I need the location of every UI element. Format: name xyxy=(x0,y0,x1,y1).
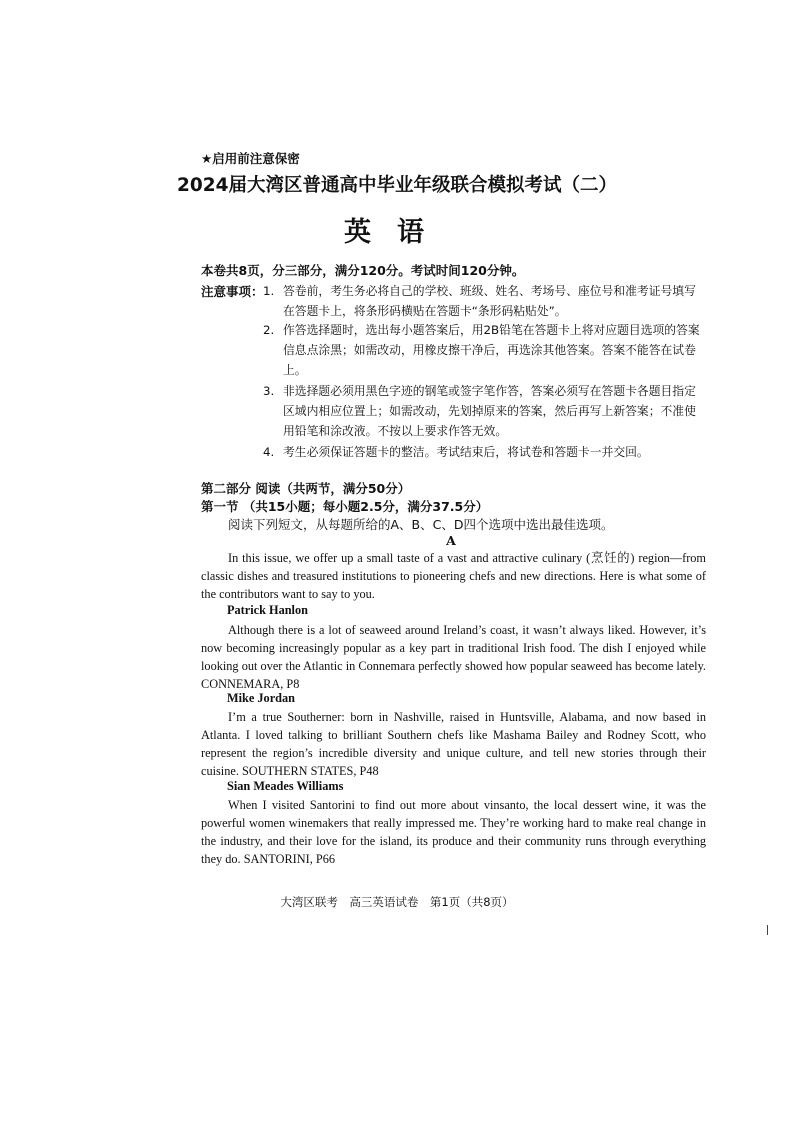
note-item-4 xyxy=(263,442,706,462)
scan-mark xyxy=(767,925,768,935)
confidential-notice: ★启用前注意保密 xyxy=(201,151,300,166)
subject-title: 英语 xyxy=(344,217,450,248)
contributor-name: Sian Meades Williams xyxy=(227,779,344,793)
passage-label: A xyxy=(446,533,456,548)
part-heading: 第二部分 阅读（共两节，满分50分） xyxy=(201,481,411,496)
page-footer: 大湾区联考 高三英语试卷 第1页（共8页） xyxy=(280,895,514,909)
contributor-name: Patrick Hanlon xyxy=(227,603,308,617)
note-number: 1. xyxy=(263,284,275,298)
note-text: 作答选择题时，选出每小题答案后，用2B铅笔在答题卡上将对应题目选项的答案信息点涂黑；如需改动，用橡皮擦干净后，再选涂其他答案。答案不能答在试卷上。 xyxy=(283,323,700,377)
note-number: 3. xyxy=(263,384,275,398)
exam-title: 2024届大湾区普通高中毕业年级联合模拟考试（二） xyxy=(177,175,617,196)
section-heading: 第一节 （共15小题；每小题2.5分，满分37.5分） xyxy=(201,499,489,514)
note-item-1 xyxy=(263,281,706,321)
note-text: 考生必须保证答题卡的整洁。考试结束后，将试卷和答题卡一并交回。 xyxy=(283,445,649,459)
passage-intro: In this issue, we offer up a small taste of a vast and attractive culinary (烹饪的) region—from classic dishes and treasured institutions to pioneering chefs and new directions. Here is what some of the contributors want to say to you. xyxy=(201,551,706,601)
contributor-name: Mike Jordan xyxy=(227,691,295,705)
exam-info: 本卷共8页，分三部分，满分120分。考试时间120分钟。 xyxy=(201,263,525,278)
note-text: 答卷前，考生务必将自己的学校、班级、姓名、考场号、座位号和准考证号填写在答题卡上，将条形码横贴在答题卡“条形码粘贴处”。 xyxy=(283,284,696,318)
note-item-2 xyxy=(263,320,706,380)
section-instruction: 阅读下列短文，从每题所给的A、B、C、D四个选项中选出最佳选项。 xyxy=(228,517,614,532)
contributor-text: When I visited Santorini to find out more about vinsanto, the local dessert wine, it was the powerful women winemakers that really impressed me. They’re working hard to make real change in the industry, and their love for the island, its produce and their community runs through everything they do. SANTORINI, P66 xyxy=(201,798,706,866)
contributor-text: Although there is a lot of seaweed around Ireland’s coast, it wasn’t always liked. However, it’s now becoming increasingly popular as a key part in traditional Irish food. The dish I enjoyed while looking out over the Atlantic in Connemara perfectly showed how popular seaweed has become lately. CONNEMARA, P8 xyxy=(201,623,706,691)
note-number: 2. xyxy=(263,323,275,337)
note-text: 非选择题必须用黑色字迹的钢笔或签字笔作答，答案必须写在答题卡各题目指定区域内相应位置上；如需改动，先划掉原来的答案，然后再写上新答案；不准使用铅笔和涂改液。不按以上要求作答无效。 xyxy=(283,384,696,438)
contributor-text: I’m a true Southerner: born in Nashville, raised in Huntsville, Alabama, and now based in Atlanta. I loved talking to brilliant Southern chefs like Mashama Bailey and Rodney Scott, who represent the region’s incredible diversity and unique culture, and tell new stories through their cuisine. SOUTHERN STATES, P48 xyxy=(201,710,706,778)
notes-label: 注意事项： xyxy=(201,284,264,299)
note-number: 4. xyxy=(263,445,275,459)
note-item-3 xyxy=(263,381,706,441)
